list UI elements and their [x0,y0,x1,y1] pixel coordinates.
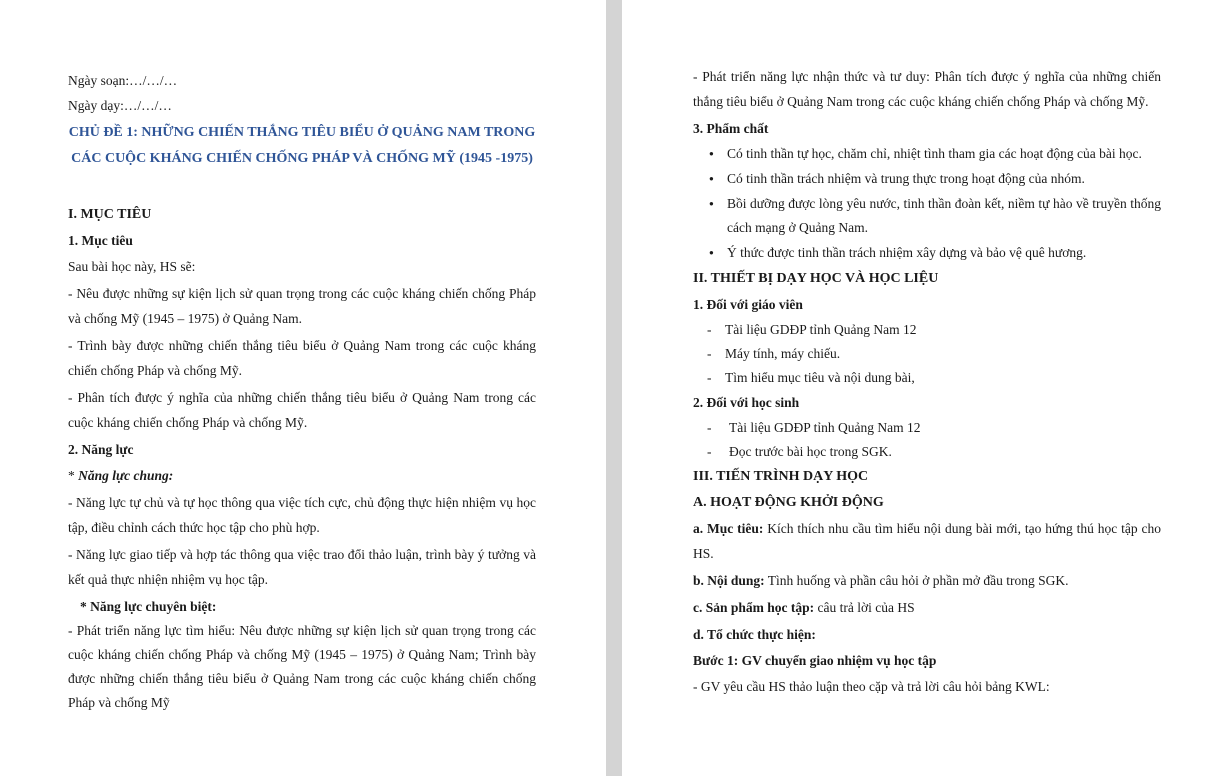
cognition-competency: - Phát triển năng lực nhận thức và tư duy: Phân tích được ý nghĩa của những chiến thắng tiêu biểu ở Quảng Nam trong các cuộc kháng chiến chống Pháp và chống Mỹ. [693,69,1161,109]
quality-item-1: ● Có tinh thần tự học, chăm chỉ, nhiệt tình tham gia các hoạt động của bài học. [693,142,1161,166]
general-competency-heading [68,463,536,488]
subheading-qualities: 3. Phẩm chất [693,121,769,136]
step-1-text: - GV yêu cầu HS thảo luận theo cặp và trả lời câu hỏi bảng KWL: [693,679,1050,694]
topic-title [68,120,536,172]
goal-item-3: - Phân tích được ý nghĩa của những chiến thắng tiêu biểu ở Quảng Nam trong các cuộc kháng chiến chống Pháp và chống Mỹ. [68,390,536,430]
document-page-left [0,0,606,776]
activity-a-content-text: Tình huống và phần câu hỏi ở phần mở đầu trong SGK. [764,573,1069,588]
teacher-item-3: - Tìm hiểu mục tiêu và nội dung bài, [693,366,1161,390]
specific-competency-text: - Phát triển năng lực tìm hiểu: Nêu được những sự kiện lịch sử quan trọng trong các cuộc kháng chiến chống Pháp và chống Mỹ (1945 – 1975) ở Quảng Nam; Trình bày được những chiến thắng tiêu biểu ở Quảng Nam trong các cuộc kháng chiến chống Pháp và chống Mỹ [68,623,536,710]
activity-a-objective-text: Kích thích nhu cầu tìm hiểu nội dung bài mới, tạo hứng thú học tập cho HS. [693,521,1162,561]
quality-item-4: ● Ý thức được tinh thần trách nhiệm xây dựng và bảo vệ quê hương. [693,241,1161,265]
section-heading-process: III. TIẾN TRÌNH DẠY HỌC [693,469,869,484]
page-gap [606,0,622,776]
date-prepared: Ngày soạn:…/…/… [68,73,178,88]
topic-title-line-1: CHỦ ĐỀ 1: NHỮNG CHIẾN THẮNG TIÊU BIỂU Ở QUẢNG NAM TRONG [68,125,536,140]
step-1-heading: Bước 1: GV chuyển giao nhiệm vụ học tập [693,653,937,668]
quality-item-3: ● Bồi dưỡng được lòng yêu nước, tinh thần đoàn kết, niềm tự hào về truyền thống cách mạng ở Quảng Nam. [693,192,1161,240]
document-page-right [622,0,1227,776]
activity-a-objective-label: a. Mục tiêu: [693,521,764,536]
subheading-goal: 1. Mục tiêu [68,233,133,248]
heading-activity-a: A. HOẠT ĐỘNG KHỞI ĐỘNG [693,495,884,510]
section-heading-objectives: I. MỤC TIÊU [68,207,152,222]
activity-a-product-label: c. Sản phẩm học tập: [693,600,815,615]
goal-intro: Sau bài học này, HS sẽ: [68,259,196,274]
quality-item-2: ● Có tinh thần trách nhiệm và trung thực trong hoạt động của nhóm. [693,167,1161,191]
activity-a-content [693,568,1161,593]
teacher-list [693,318,1161,390]
goal-item-1: - Nêu được những sự kiện lịch sử quan trọng trong các cuộc kháng chiến chống Pháp và chống Mỹ (1945 – 1975) ở Quảng Nam. [68,286,536,326]
qualities-list [693,142,1161,265]
section-heading-equipment: II. THIẾT BỊ DẠY HỌC VÀ HỌC LIỆU [693,271,939,286]
activity-a-organization: d. Tổ chức thực hiện: [693,627,816,642]
activity-a-product [693,595,1161,620]
activity-a-objective [693,516,1161,566]
student-item-2: - Đọc trước bài học trong SGK. [693,440,1161,464]
general-competency-item-1: - Năng lực tự chủ và tự học thông qua việc tích cực, chủ động thực hiện nhiệm vụ học tập, điều chỉnh cách thức học tập cho phù hợp. [68,495,536,535]
specific-competency-heading: * Năng lực chuyên biệt: [80,599,217,614]
teacher-item-1: - Tài liệu GDĐP tỉnh Quảng Nam 12 [693,318,1161,342]
subheading-teacher: 1. Đối với giáo viên [693,297,803,312]
date-taught: Ngày dạy:…/…/… [68,98,172,113]
student-item-1: - Tài liệu GDĐP tỉnh Quảng Nam 12 [693,416,1161,440]
goal-item-2: - Trình bày được những chiến thắng tiêu biểu ở Quảng Nam trong các cuộc kháng chiến chống Pháp và chống Mỹ. [68,338,536,378]
subheading-student: 2. Đối với học sinh [693,395,800,410]
teacher-item-2: - Máy tính, máy chiếu. [693,342,1161,366]
general-competency-label: Năng lực chung: [78,468,174,483]
topic-title-line-2: CÁC CUỘC KHÁNG CHIẾN CHỐNG PHÁP VÀ CHỐNG MỸ (1945 -1975) [71,151,533,166]
subheading-competency: 2. Năng lực [68,442,134,457]
activity-a-content-label: b. Nội dung: [693,573,765,588]
general-competency-item-2: - Năng lực giao tiếp và hợp tác thông qua việc trao đổi thảo luận, trình bày ý tưởng và kết quả thực nhiện nhiệm vụ học tập. [68,547,536,587]
activity-a-product-text: câu trả lời của HS [814,600,915,615]
general-competency-star: * [68,468,79,483]
student-list [693,416,1161,464]
